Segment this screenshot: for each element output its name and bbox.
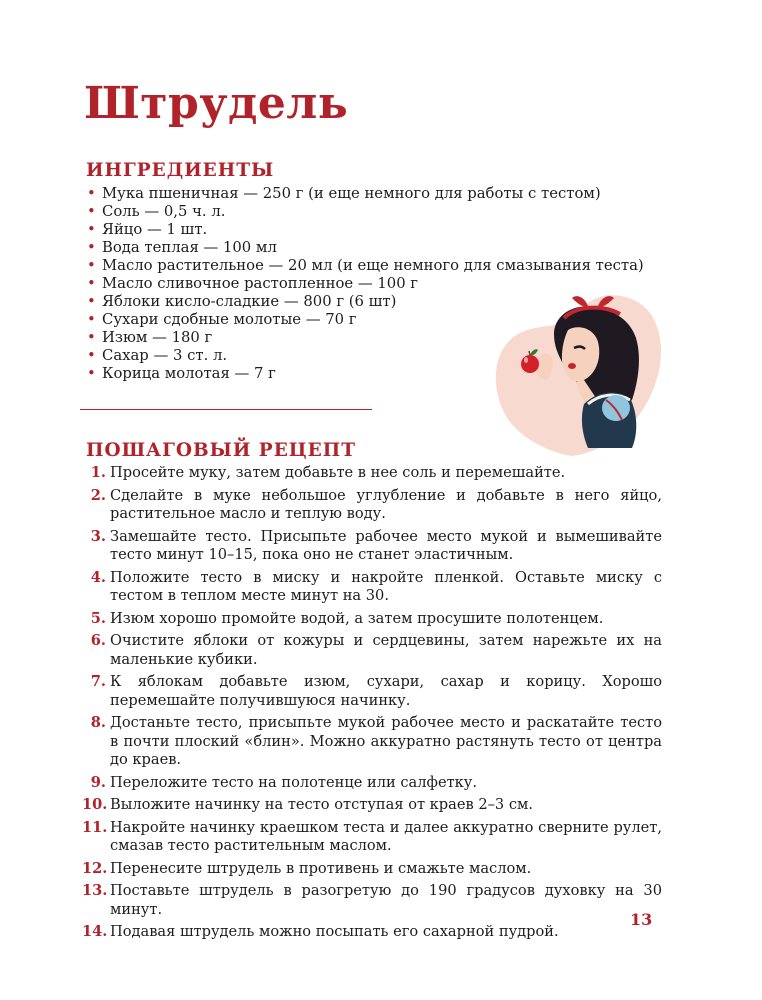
step-item: 1. Просейте муку, затем добавьте в нее соль и перемешайте. <box>90 464 566 481</box>
ingredient-item: • Мука пшеничная — 250 г (и еще немного для работы с тестом) <box>87 185 601 202</box>
ingredient-item: • Вода теплая — 100 мл <box>87 239 277 256</box>
recipe-steps <box>82 464 662 946</box>
ingredient-item: • Соль — 0,5 ч. л. <box>87 203 226 220</box>
ingredients-heading: ИНГРЕДИЕНТЫ <box>86 160 275 181</box>
bullet-icon: • <box>87 347 96 364</box>
bullet-icon: • <box>87 293 96 310</box>
apple-stem <box>529 351 530 355</box>
apple-icon <box>521 355 539 373</box>
recipe-heading: ПОШАГОВЫЙ РЕЦЕПТ <box>86 440 357 461</box>
step-item: 9. Переложите тесто на полотенце или салфетку. <box>90 773 478 791</box>
step-item: 4. Положите тесто в миску и накройте пленкой. Оставьте миску с тестом в теплом месте минут на 30. <box>90 568 662 604</box>
page-number: 13 <box>630 910 653 929</box>
step-item: 14. Подавая штрудель можно посыпать его сахарной пудрой. <box>82 923 559 940</box>
bullet-icon: • <box>87 185 96 202</box>
ingredient-item: • Яйцо — 1 шт. <box>87 221 208 238</box>
ingredient-item: • Масло растительное — 20 мл (и еще немного для смазывания теста) <box>87 257 644 274</box>
step-item: 11. Накройте начинку краешком теста и далее аккуратно сверните рулет, смазав тесто растительным маслом. <box>82 818 662 854</box>
princess-with-apple-illustration <box>492 288 662 456</box>
bullet-icon: • <box>87 365 96 382</box>
step-item: 7. К яблокам добавьте изюм, сухари, сахар и корицу. Хорошо перемешайте получившуюся начинку. <box>90 673 662 709</box>
bullet-icon: • <box>87 239 96 256</box>
bullet-icon: • <box>87 329 96 346</box>
step-item: 2. Сделайте в муке небольшое углубление и добавьте в него яйцо, растительное масло и теплую воду. <box>90 486 662 522</box>
step-item: 5. Изюм хорошо промойте водой, а затем просушите полотенцем. <box>90 609 604 627</box>
bullet-icon: • <box>87 203 96 220</box>
ingredient-item: • Корица молотая — 7 г <box>87 365 276 382</box>
ingredient-item: • Сахар — 3 ст. л. <box>87 347 228 364</box>
step-item: 3. Замешайте тесто. Присыпьте рабочее место мукой и вымешивайте тесто минут 10–15, пока оно не станет эластичным. <box>90 527 662 563</box>
page-title: Штрудель <box>84 78 349 129</box>
lips <box>568 363 576 369</box>
bullet-icon: • <box>87 221 96 238</box>
ingredient-item: • Яблоки кисло-сладкие — 800 г (6 шт) <box>87 293 397 310</box>
step-item: 6. Очистите яблоки от кожуры и сердцевины, затем нарежьте их на маленькие кубики. <box>90 632 662 668</box>
ingredient-item: • Масло сливочное растопленное — 100 г <box>87 275 419 292</box>
ingredient-item: • Изюм — 180 г <box>87 329 213 346</box>
ingredient-item: • Сухари сдобные молотые — 70 г <box>87 311 357 328</box>
sleeve <box>602 395 630 421</box>
step-item: 12. Перенесите штрудель в противень и смажьте маслом. <box>82 859 532 877</box>
bullet-icon: • <box>87 311 96 328</box>
step-item: 8. Достаньте тесто, присыпьте мукой рабочее место и раскатайте тесто в почти плоский «блин». Можно аккуратно растянуть тесто от центра до краев. <box>90 714 662 768</box>
step-item: 13. Поставьте штрудель в разогретую до 190 градусов духовку на 30 минут. <box>82 882 662 918</box>
bullet-icon: • <box>87 275 96 292</box>
bullet-icon: • <box>87 257 96 274</box>
apple-highlight <box>524 357 528 363</box>
step-item: 10. Выложите начинку на тесто отступая от краев 2–3 см. <box>82 796 534 813</box>
section-divider <box>80 409 372 410</box>
